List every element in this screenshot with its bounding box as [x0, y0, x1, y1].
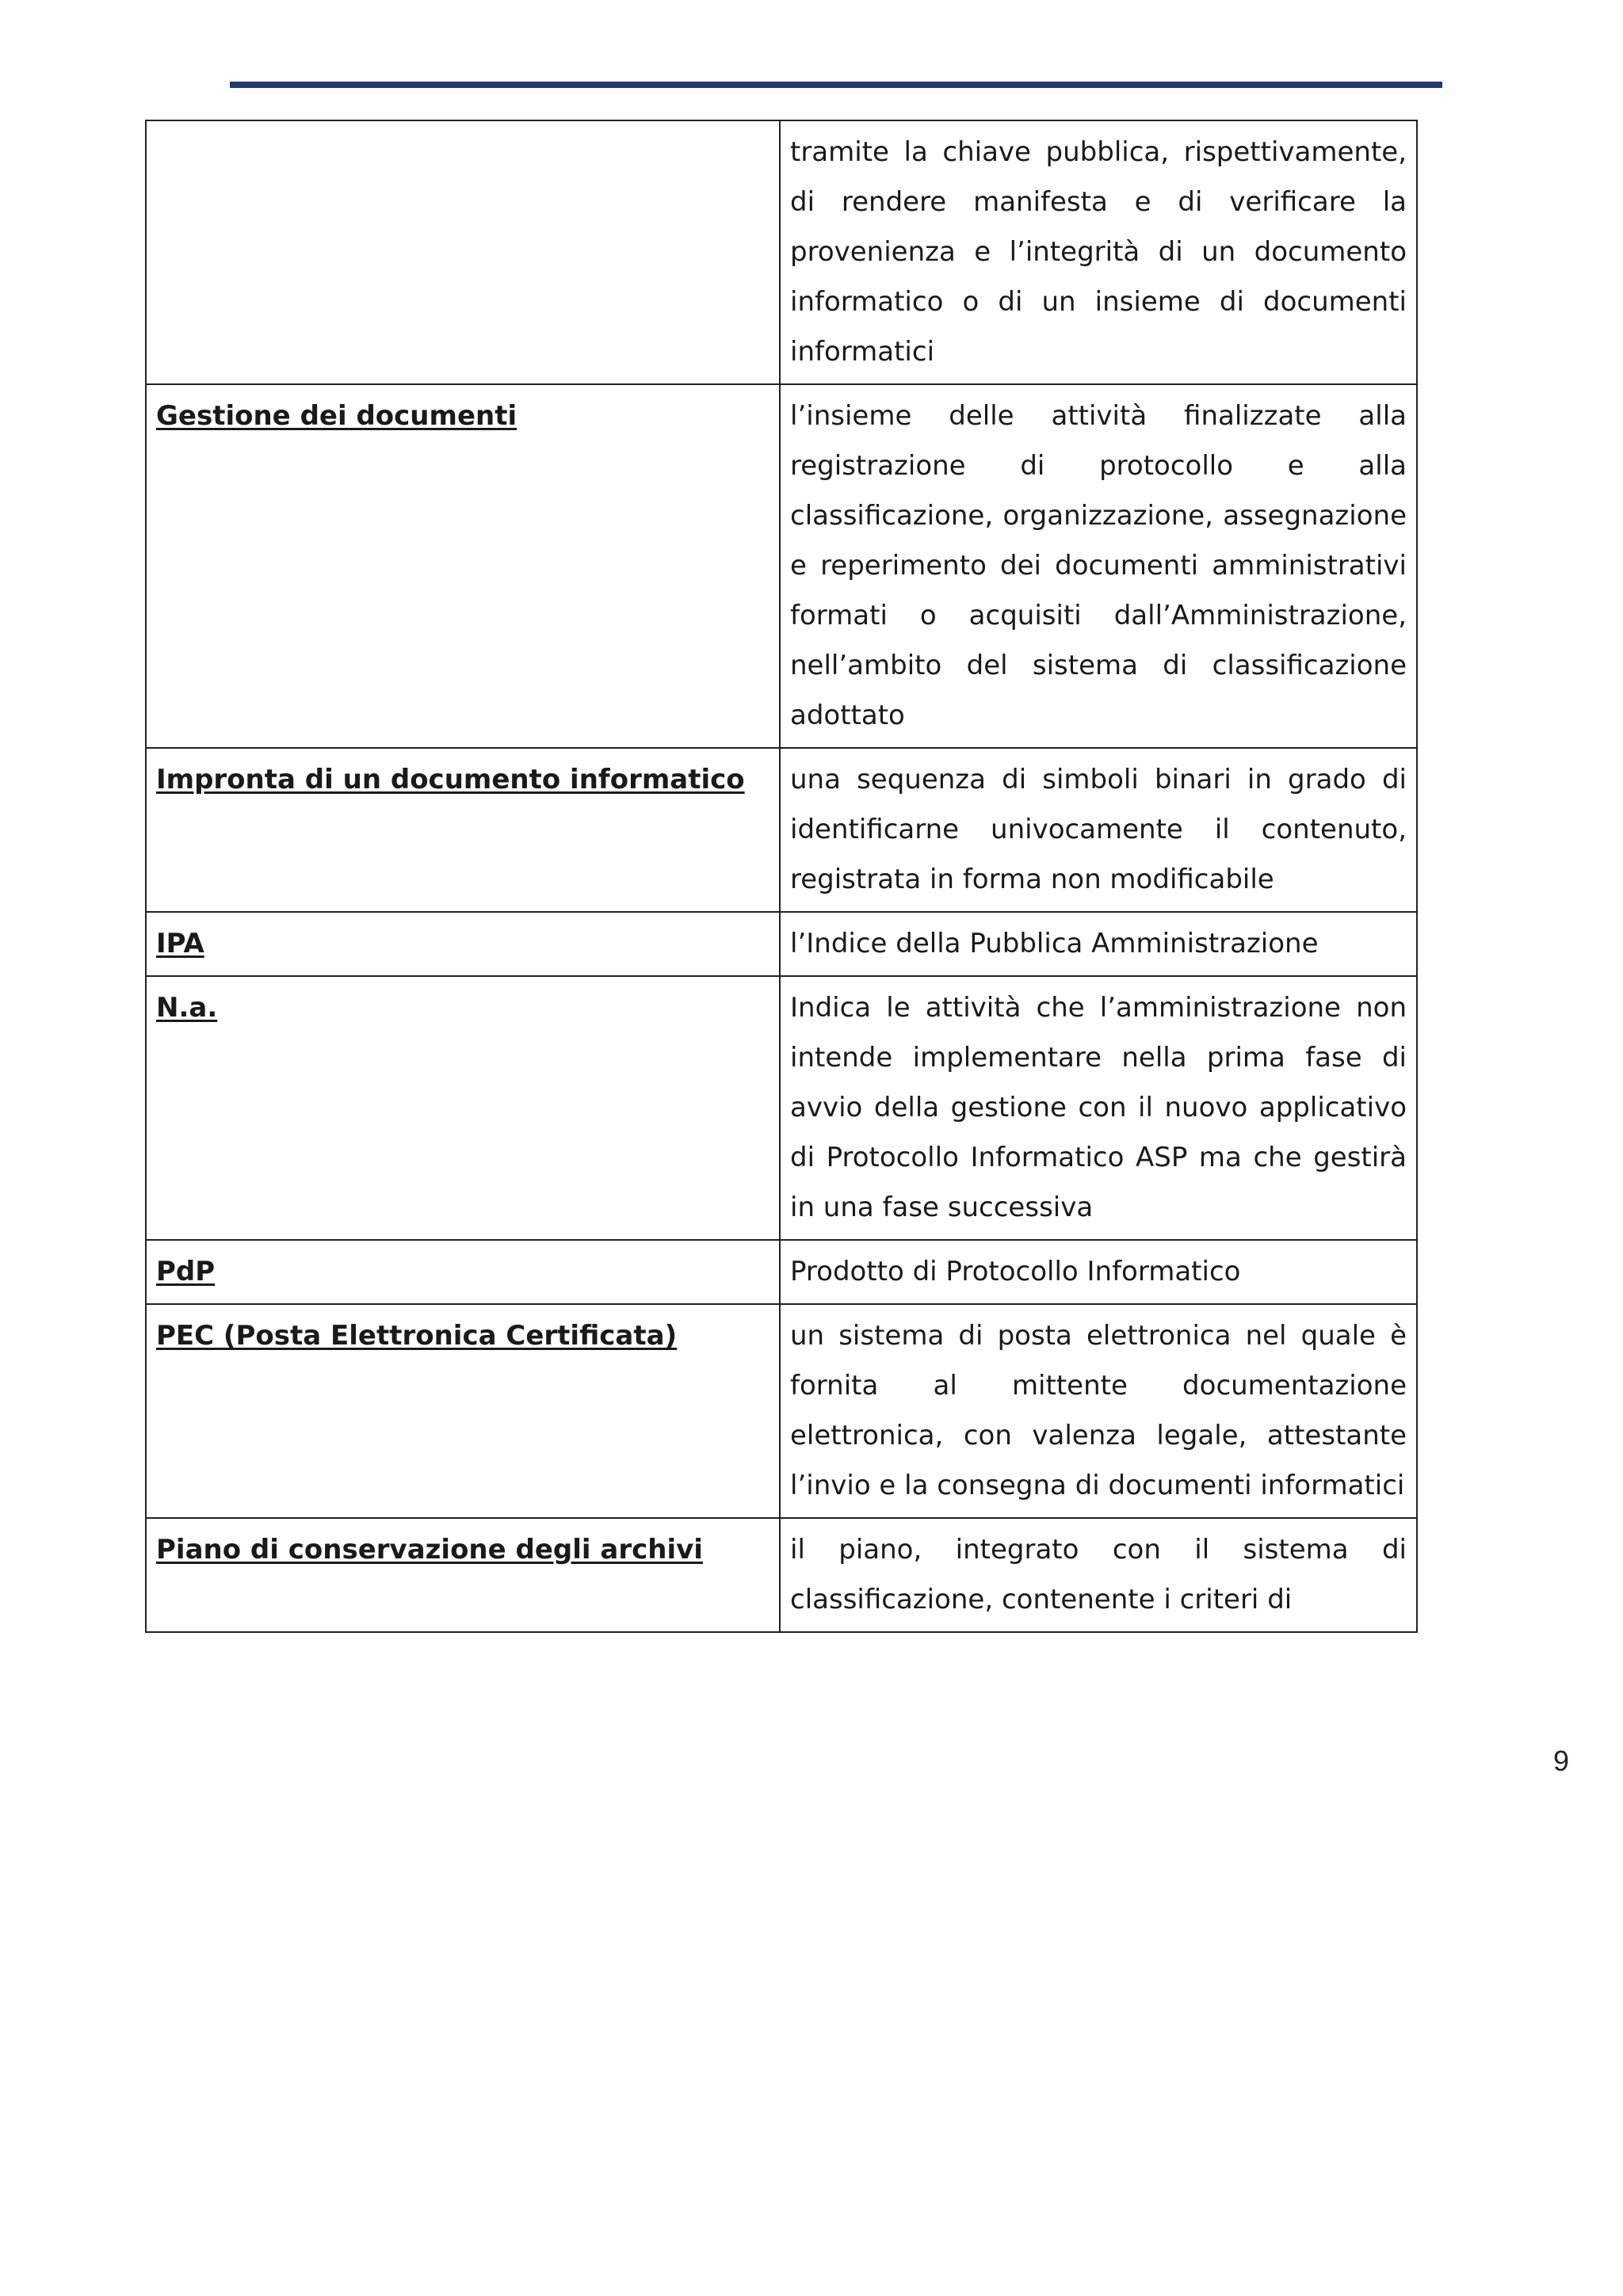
term-cell [146, 912, 780, 976]
table-row [146, 912, 1417, 976]
definition-cell [780, 912, 1417, 976]
term-label: Impronta di un documento informatico [156, 764, 745, 795]
page-number: 9 [1552, 1745, 1569, 1777]
term-cell [146, 1240, 780, 1304]
definition-cell [780, 384, 1417, 748]
term-label: PEC (Posta Elettronica Certificata) [156, 1320, 678, 1352]
definition-text: tramite la chiave pubblica, rispettivamente, di rendere manifesta e di verificare la provenienza e l’integrità di un documento informatico o di un insieme di documenti informatici [790, 136, 1407, 368]
table-row [146, 1240, 1417, 1304]
definition-text: l’insieme delle attività finalizzate alla registrazione di protocollo e alla classificazione, organizzazione, assegnazione e reperimento dei documenti amministrativi formati o acquisiti dall’Amministrazione, nell’ambito del sistema di classificazione adottato [790, 400, 1407, 731]
term-label: IPA [156, 928, 204, 959]
definition-cell [780, 120, 1417, 384]
definition-cell [780, 1304, 1417, 1518]
definition-text: una sequenza di simboli binari in grado di identificarne univocamente il contenuto, registrata in forma non modificabile [790, 764, 1407, 895]
definition-cell [780, 1240, 1417, 1304]
header-rule [230, 82, 1442, 88]
definition-cell [780, 1518, 1417, 1632]
table-row [146, 120, 1417, 384]
term-cell [146, 976, 780, 1240]
glossary-table [145, 120, 1418, 1633]
table-row [146, 748, 1417, 912]
term-cell [146, 1304, 780, 1518]
term-label: N.a. [156, 992, 218, 1024]
term-label: Gestione dei documenti [156, 400, 517, 432]
definition-cell [780, 748, 1417, 912]
term-label: PdP [156, 1256, 216, 1287]
definition-text: il piano, integrato con il sistema di classificazione, contenente i criteri di [790, 1534, 1407, 1615]
term-cell [146, 120, 780, 384]
definition-cell [780, 976, 1417, 1240]
term-label: Piano di conservazione degli archivi [156, 1534, 703, 1566]
definition-text: Indica le attività che l’amministrazione non intende implementare nella prima fase di avvio della gestione con il nuovo applicativo di Protocollo Informatico ASP ma che gestirà in una fase successiva [790, 992, 1407, 1223]
term-cell [146, 748, 780, 912]
term-label [147, 121, 779, 128]
term-cell [146, 384, 780, 748]
table-row [146, 1518, 1417, 1632]
table-row [146, 976, 1417, 1240]
term-cell [146, 1518, 780, 1632]
definition-text: un sistema di posta elettronica nel quale è fornita al mittente documentazione elettronica, con valenza legale, attestante l’invio e la consegna di documenti informatici [790, 1320, 1407, 1501]
definition-text: l’Indice della Pubblica Amministrazione [790, 928, 1319, 959]
definition-text: Prodotto di Protocollo Informatico [790, 1256, 1241, 1287]
table-row [146, 384, 1417, 748]
table-row [146, 1304, 1417, 1518]
